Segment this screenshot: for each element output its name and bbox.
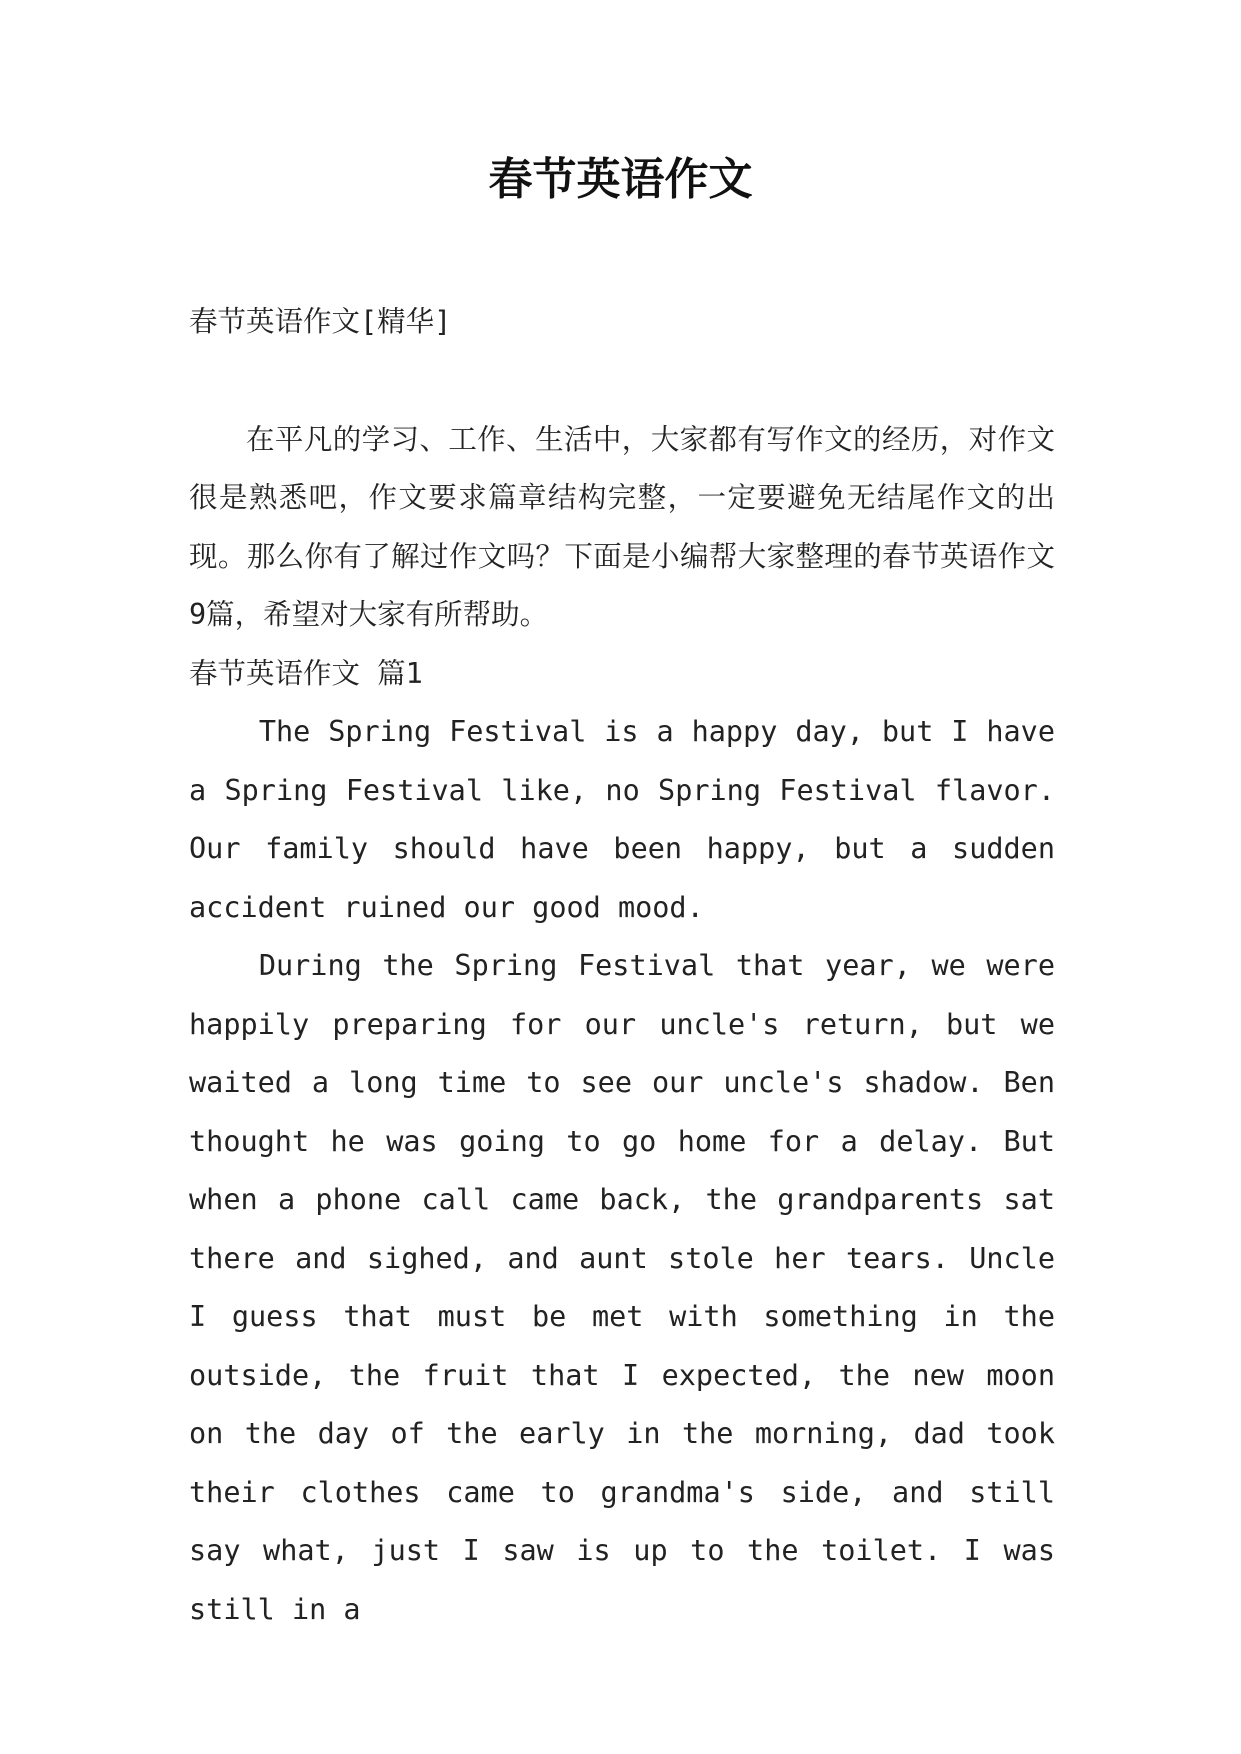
document-subtitle: 春节英语作文[精华] [189,305,452,338]
section-heading: 春节英语作文 篇1 [189,656,423,690]
document-title: 春节英语作文 [488,154,753,205]
document-body [189,293,1055,1639]
intro-paragraph: 在平凡的学习、工作、生活中，大家都有写作文的经历，对作文很是熟悉吧，作文要求篇章结构完整，一定要避免无结尾作文的出现。那么你有了解过作文吗？下面是小编帮大家整理的春节英语作文9篇，希望对大家有所帮助。 [189,422,1055,631]
body-paragraph: During the Spring Festival that year, we were happily preparing for our uncle's return, but we waited a long time to see our uncle's shadow. Ben thought he was going to go home for a delay. But when a phone call came back, the grandparents sat there and sighed, and aunt stole her tears. Uncle I guess that must be met with something in the outside, the fruit that I expected, the new moon on the day of the early in the morning, dad took their clothes came to grandma's side, and still say what, just I saw is up to the toilet. I was still in a [189,949,1055,1626]
body-paragraph: The Spring Festival is a happy day, but I have a Spring Festival like, no Spring Festival flavor. Our family should have been happy, but a sudden accident ruined our good mood. [189,715,1055,924]
